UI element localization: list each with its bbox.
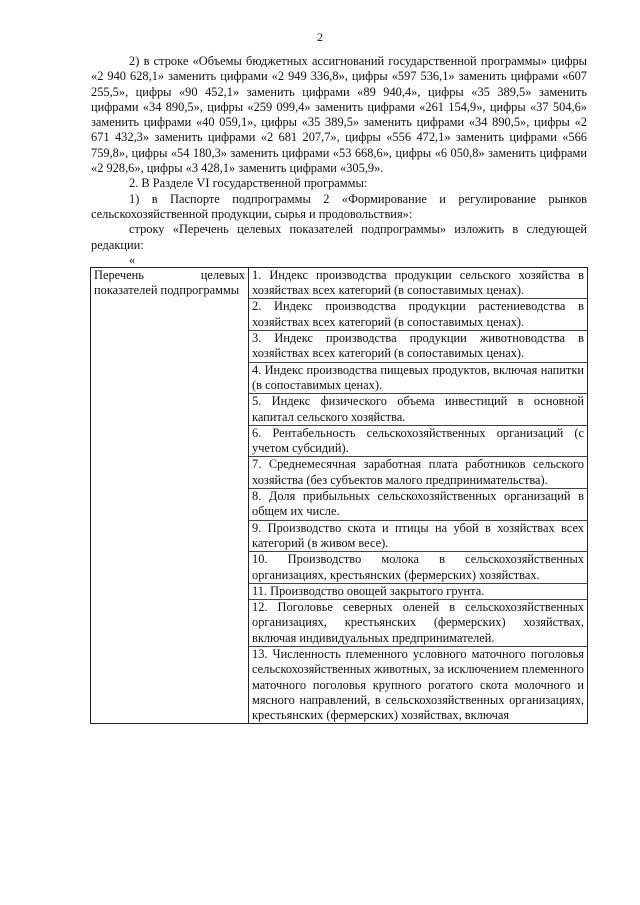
list-item: 12. Поголовье северных оленей в сельскохозяйственных организациях, крестьянских (фермерских) хозяйствах, включая индивидуальных предпринимателей. xyxy=(249,600,587,647)
paragraph-section-vi: 2. В Разделе VI государственной программы: xyxy=(129,176,368,191)
opening-quote: « xyxy=(129,252,136,267)
list-item: 1. Индекс производства продукции сельского хозяйства в хозяйствах всех категорий (в сопоставимых ценах). xyxy=(249,268,587,300)
table-row-label: Перечень целевых показателей подпрограммы xyxy=(91,267,249,724)
paragraph-subprogram-passport: 1) в Паспорте подпрограммы 2 «Формирование и регулирование рынков сельскохозяйственной продукции, сырья и продовольствия»: xyxy=(91,191,587,221)
list-item: 7. Среднемесячная заработная плата работников сельского хозяйства (без субъектов малого предпринимательства). xyxy=(249,457,587,489)
indicator-list xyxy=(249,267,588,724)
list-item: 3. Индекс производства продукции животноводства в хозяйствах всех категорий (в сопоставимых ценах). xyxy=(249,331,587,363)
list-item: 9. Производство скота и птицы на убой в хозяйствах всех категорий (в живом весе). xyxy=(249,521,587,553)
list-item: 11. Производство овощей закрытого грунта. xyxy=(249,584,587,600)
document-body xyxy=(91,54,587,724)
list-item: 2. Индекс производства продукции растениеводства в хозяйствах всех категорий (в сопоставимых ценах). xyxy=(249,299,587,331)
page-number: 2 xyxy=(317,30,323,44)
list-item: 5. Индекс физического объема инвестиций в основной капитал сельского хозяйства. xyxy=(249,394,587,426)
list-item: 10. Производство молока в сельскохозяйственных организациях, крестьянских (фермерских) хозяйствах. xyxy=(249,552,587,584)
paragraph-budget-figures: 2) в строке «Объемы бюджетных ассигнований государственной программы» цифры «2 940 628,1» заменить цифрами «2 949 336,8», цифры «597 536,1» заменить цифрами «607 255,5», цифры «90 452,1» заменить цифрами «89 940,4», цифры «35 389,5» заменить цифрами «34 890,5», цифры «259 099,4» заменить цифрами «261 154,9», цифры «37 504,6» заменить цифрами «40 059,1», цифры «35 389,5» заменить цифрами «34 890,5», цифры «2 671 432,3» заменить цифрами «2 681 207,7», цифры «556 472,1» заменить цифрами «566 759,8», цифры «54 180,3» заменить цифрами «53 668,6», цифры «6 050,8» заменить цифрами «2 928,6», цифры «3 428,1» заменить цифрами «305,9». xyxy=(91,54,587,176)
indicators-table xyxy=(90,267,588,725)
list-item: 6. Рентабельность сельскохозяйственных организаций (с учетом субсидий). xyxy=(249,426,587,458)
paragraph-row-replacement: строку «Перечень целевых показателей подпрограммы» изложить в следующей редакции: xyxy=(91,222,587,252)
list-item: 8. Доля прибыльных сельскохозяйственных организаций в общем их числе. xyxy=(249,489,587,521)
list-item: 4. Индекс производства пищевых продуктов, включая напитки (в сопоставимых ценах). xyxy=(249,363,587,395)
table-row xyxy=(91,267,588,724)
list-item: 13. Численность племенного условного маточного поголовья сельскохозяйственных животных, за исключением племенного маточного поголовья крупного рогатого скота молочного и мясного направлений, в сельскохозяйственных организациях, крестьянских (фермерских) хозяйствах, включая xyxy=(252,646,584,723)
